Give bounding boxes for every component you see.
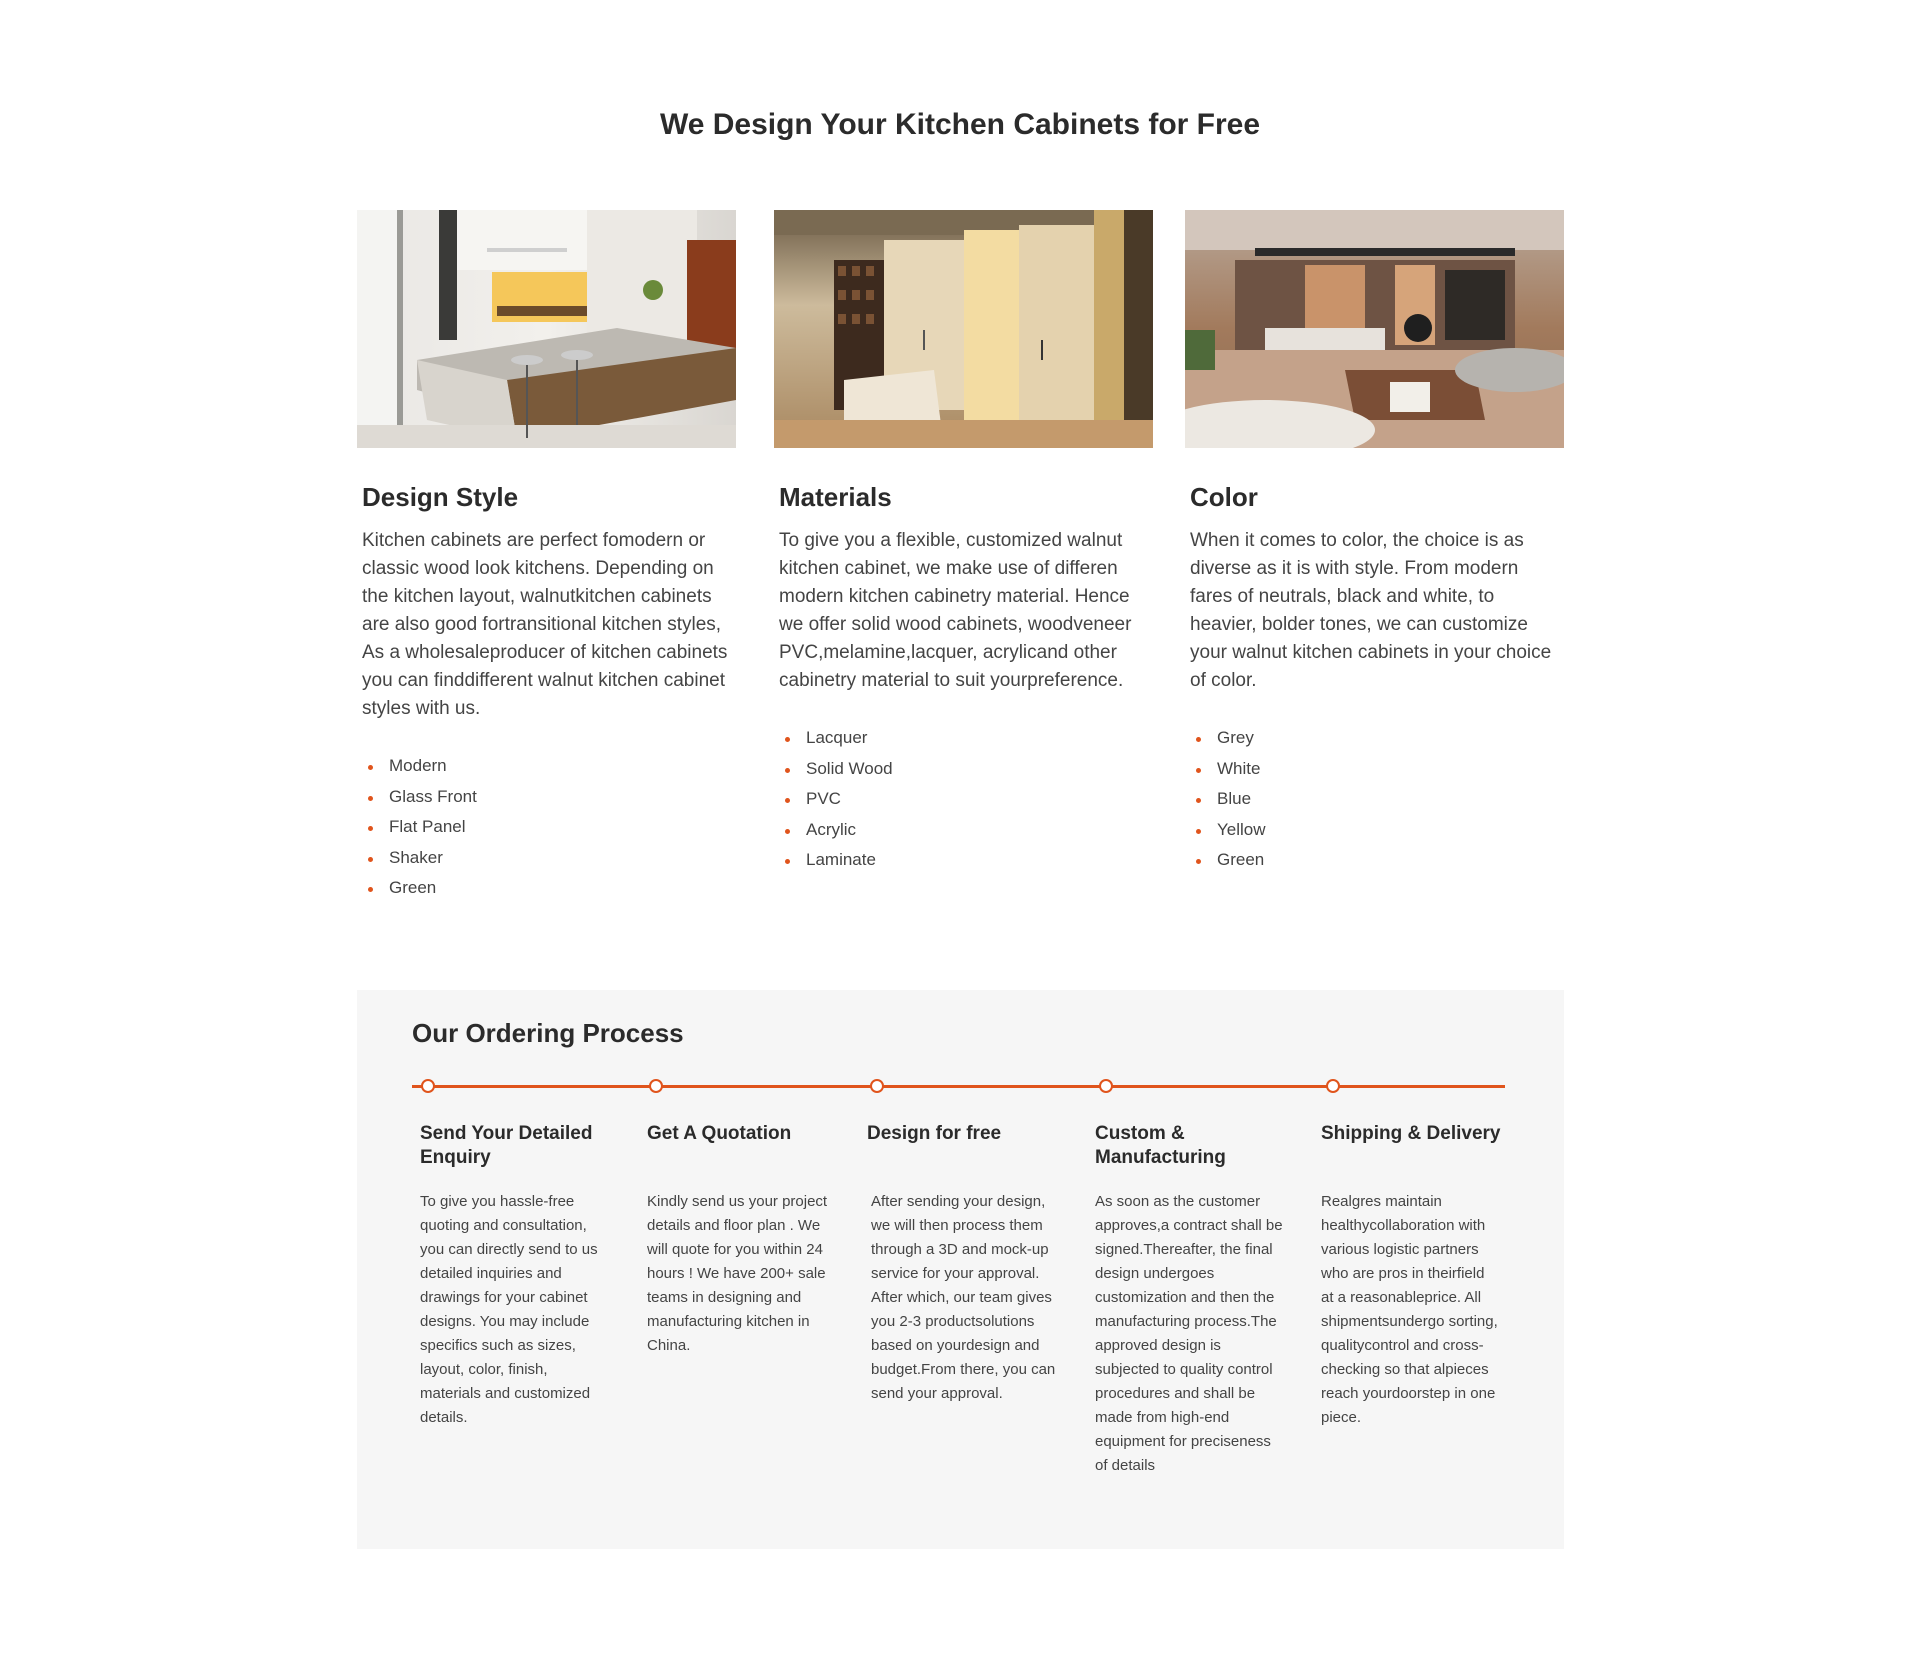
step-title: Send Your Detailed Enquiry xyxy=(420,1123,593,1168)
list-item: White xyxy=(1190,754,1564,785)
card-materials xyxy=(774,210,1153,876)
step-description: After sending your design, we will then process them through a 3D and mock-up service for your approval. After which, our team gives you 2-3 productsolutions based on yourdesign and budget.From there, you can send your approval. xyxy=(871,1193,1056,1402)
process-step-shipping xyxy=(1321,1122,1521,1430)
page-title: We Design Your Kitchen Cabinets for Free xyxy=(659,108,1261,141)
step-description: As soon as the customer approves,a contract shall be signed.Thereafter, the final design undergoes customization and then the manufacturing process.The approved design is subjected to quality control procedures and shall be made from high-end equipment for preciseness of details xyxy=(1095,1193,1283,1474)
list-item: Green xyxy=(1190,845,1564,876)
list-item: PVC xyxy=(779,784,1153,815)
wardrobe-cabinets-image xyxy=(774,210,1153,448)
step-description: Realgres maintain healthycollaboration with various logistic partners who are pros in theirfield at a reasonableprice. All shipmentsundergo sorting, qualitycontrol and cross-checking so that alpieces reach yourdoorstep in one piece. xyxy=(1321,1193,1498,1426)
process-step-design xyxy=(867,1122,1067,1406)
card-description: When it comes to color, the choice is as diverse as it is with style. From modern fares of neutrals, black and white, to heavier, bolder tones, we can customize your walnut kitchen cabinets in your choice of color. xyxy=(1190,530,1552,692)
card-design-style xyxy=(357,210,736,904)
list-item: Acrylic xyxy=(779,815,1153,846)
timeline-line xyxy=(412,1085,1505,1088)
card-description: To give you a flexible, customized walnut kitchen cabinet, we make use of differen modern kitchen cabinetry material. Hence we offer solid wood cabinets, woodveneer PVC,melamine,lacquer, acrylicand other cabinetry material to suit yourpreference. xyxy=(779,530,1132,692)
step-description: To give you hassle-free quoting and consultation, you can directly send to us detailed inquiries and drawings for your cabinet designs. You may include specifics such as sizes, layout, color, finish, materials and customized details. xyxy=(420,1193,598,1426)
list-item: Solid Wood xyxy=(779,754,1153,785)
step-title: Design for free xyxy=(867,1123,1002,1144)
list-item: Grey xyxy=(1190,723,1564,754)
list-item: Modern xyxy=(362,751,736,782)
list-item: Flat Panel xyxy=(362,812,736,843)
section-title: Our Ordering Process xyxy=(412,1018,684,1048)
process-step-enquiry xyxy=(420,1122,610,1430)
timeline-dot xyxy=(649,1079,663,1093)
timeline-dot xyxy=(870,1079,884,1093)
list-item: Yellow xyxy=(1190,815,1564,846)
step-title: Get A Quotation xyxy=(647,1123,792,1144)
process-step-quotation xyxy=(647,1122,832,1358)
list-item: Green xyxy=(362,873,736,904)
step-title: Custom & Manufacturing xyxy=(1095,1123,1226,1168)
modern-kitchen-island-image xyxy=(357,210,736,448)
living-room-interior-image xyxy=(1185,210,1564,448)
list-item: Blue xyxy=(1190,784,1564,815)
step-description: Kindly send us your project details and floor plan . We will quote for you within 24 hours ! We have 200+ sale teams in designing and manufacturing kitchen in China. xyxy=(647,1193,828,1354)
step-title: Shipping & Delivery xyxy=(1321,1123,1501,1144)
timeline-dot xyxy=(1326,1079,1340,1093)
ordering-process-section xyxy=(357,990,1564,1549)
list-item: Lacquer xyxy=(779,723,1153,754)
card-description: Kitchen cabinets are perfect fomodern or classic wood look kitchens. Depending on the kitchen layout, walnutkitchen cabinets are also good fortransitional kitchen styles, As a wholesaleproducer of kitchen cabinets you can finddifferent walnut kitchen cabinet styles with us. xyxy=(362,530,728,720)
timeline-dot xyxy=(1099,1079,1113,1093)
color-list xyxy=(1190,723,1564,876)
card-color xyxy=(1185,210,1564,876)
list-item: Shaker xyxy=(362,843,736,874)
card-title: Design Style xyxy=(362,482,519,512)
process-step-manufacturing xyxy=(1095,1122,1287,1478)
list-item: Glass Front xyxy=(362,782,736,813)
style-list xyxy=(362,751,736,904)
materials-list xyxy=(779,723,1153,876)
card-title: Materials xyxy=(779,482,892,512)
timeline-dot xyxy=(421,1079,435,1093)
list-item: Laminate xyxy=(779,845,1153,876)
card-title: Color xyxy=(1190,482,1258,512)
